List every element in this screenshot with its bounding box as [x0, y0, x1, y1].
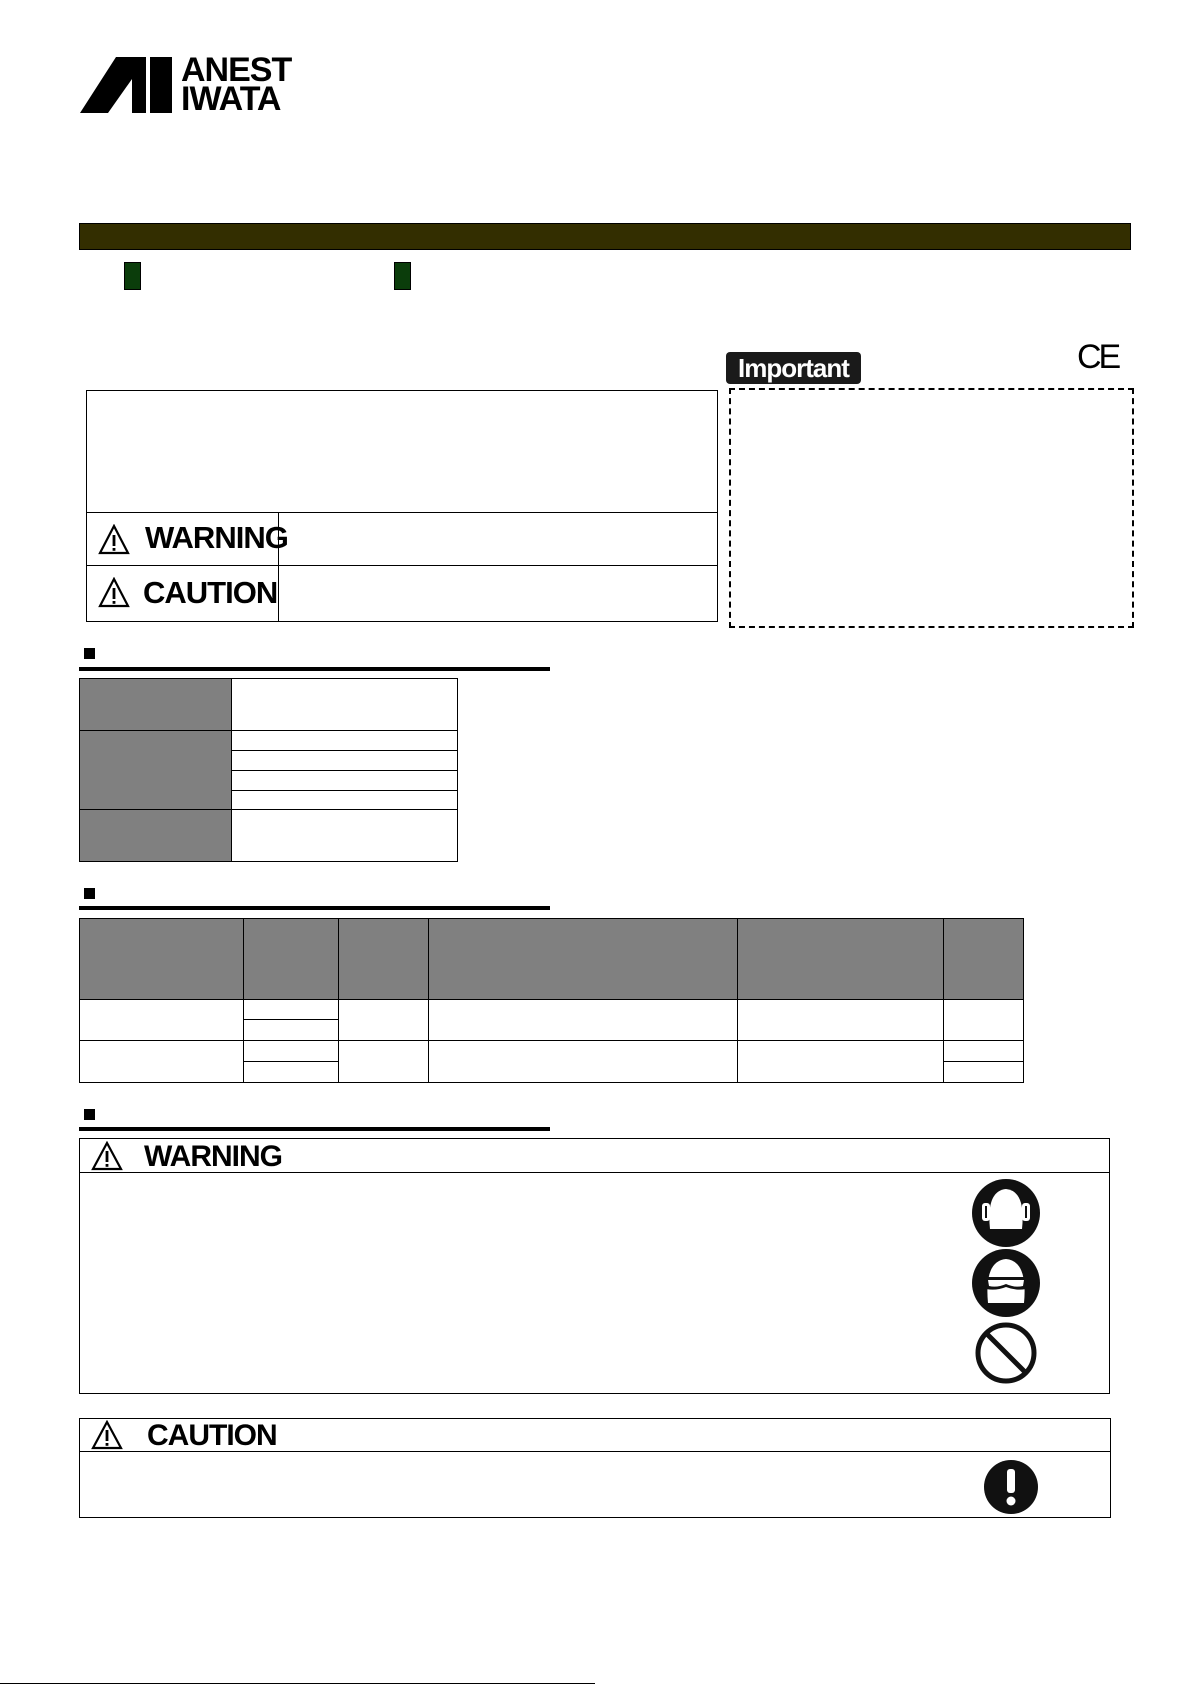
model-row-2-col-4 — [428, 1040, 738, 1083]
prohibited-icon — [972, 1319, 1040, 1387]
logo-line-2: IWATA — [181, 80, 281, 118]
spec-cell-1 — [231, 678, 458, 731]
section-2-bullet — [84, 888, 95, 899]
warning-box-triangle-icon — [91, 1141, 123, 1171]
model-row-2-col-2b — [243, 1061, 339, 1083]
model-header-3 — [338, 918, 429, 1000]
caution-box — [79, 1418, 1111, 1518]
ce-mark: CE — [1077, 338, 1119, 376]
warning-box — [79, 1138, 1110, 1394]
model-row-1-col-5 — [737, 999, 944, 1041]
model-header-5 — [737, 918, 944, 1000]
caution-box-label: CAUTION — [147, 1419, 277, 1452]
signal-word-warning: WARNING — [145, 520, 288, 555]
mandatory-action-icon — [983, 1459, 1039, 1515]
model-row-2-col-6a — [943, 1040, 1024, 1062]
model-row-1-col-2a — [243, 999, 339, 1020]
signal-word-box — [86, 390, 718, 622]
logo-line-1: ANEST — [181, 51, 292, 89]
model-row-2-col-5 — [737, 1040, 944, 1083]
model-row-2-col-6b — [943, 1061, 1024, 1083]
section-3-rule — [79, 1127, 550, 1131]
model-header-1 — [79, 918, 244, 1000]
important-box — [729, 388, 1134, 628]
spec-table — [79, 678, 458, 862]
model-row-1-col-2b — [243, 1019, 339, 1041]
company-logo — [80, 51, 310, 118]
anest-iwata-logo-mark — [80, 57, 180, 115]
signal-word-caution: CAUTION — [143, 575, 278, 610]
caution-box-triangle-icon — [91, 1420, 123, 1450]
model-marker-2 — [394, 262, 411, 290]
spec-cell-3 — [231, 809, 458, 862]
model-header-4 — [428, 918, 738, 1000]
signal-divider-2 — [87, 565, 717, 566]
section-2-rule — [79, 906, 550, 910]
model-header-2 — [243, 918, 339, 1000]
model-row-2-col-2a — [243, 1040, 339, 1062]
model-row-2-col-3 — [338, 1040, 429, 1083]
model-marker-1 — [124, 262, 141, 290]
title-bar — [79, 223, 1131, 250]
eye-protection-icon — [970, 1247, 1042, 1319]
spec-header-1 — [79, 678, 232, 731]
caution-triangle-icon — [98, 577, 130, 609]
model-table — [79, 918, 1024, 1083]
model-row-1-col-3 — [338, 999, 429, 1041]
section-1-bullet — [84, 648, 95, 659]
model-row-1-col-1 — [79, 999, 244, 1041]
spec-cell-2b — [231, 750, 458, 771]
spec-header-2 — [79, 730, 232, 810]
warning-box-label: WARNING — [144, 1140, 282, 1173]
spec-cell-2d — [231, 790, 458, 810]
warning-triangle-icon — [98, 524, 130, 556]
model-row-1-col-4 — [428, 999, 738, 1041]
spec-cell-2c — [231, 770, 458, 791]
model-row-1-col-6 — [943, 999, 1024, 1041]
section-1-rule — [79, 667, 550, 671]
important-tag: Important — [726, 352, 861, 384]
model-row-2-col-1 — [79, 1040, 244, 1083]
ear-protection-icon — [970, 1177, 1042, 1249]
signal-divider-1 — [87, 512, 717, 513]
model-header-6 — [943, 918, 1024, 1000]
spec-cell-2a — [231, 730, 458, 751]
footnote-rule — [0, 1683, 595, 1684]
section-3-bullet — [84, 1109, 95, 1120]
spec-header-3 — [79, 809, 232, 862]
